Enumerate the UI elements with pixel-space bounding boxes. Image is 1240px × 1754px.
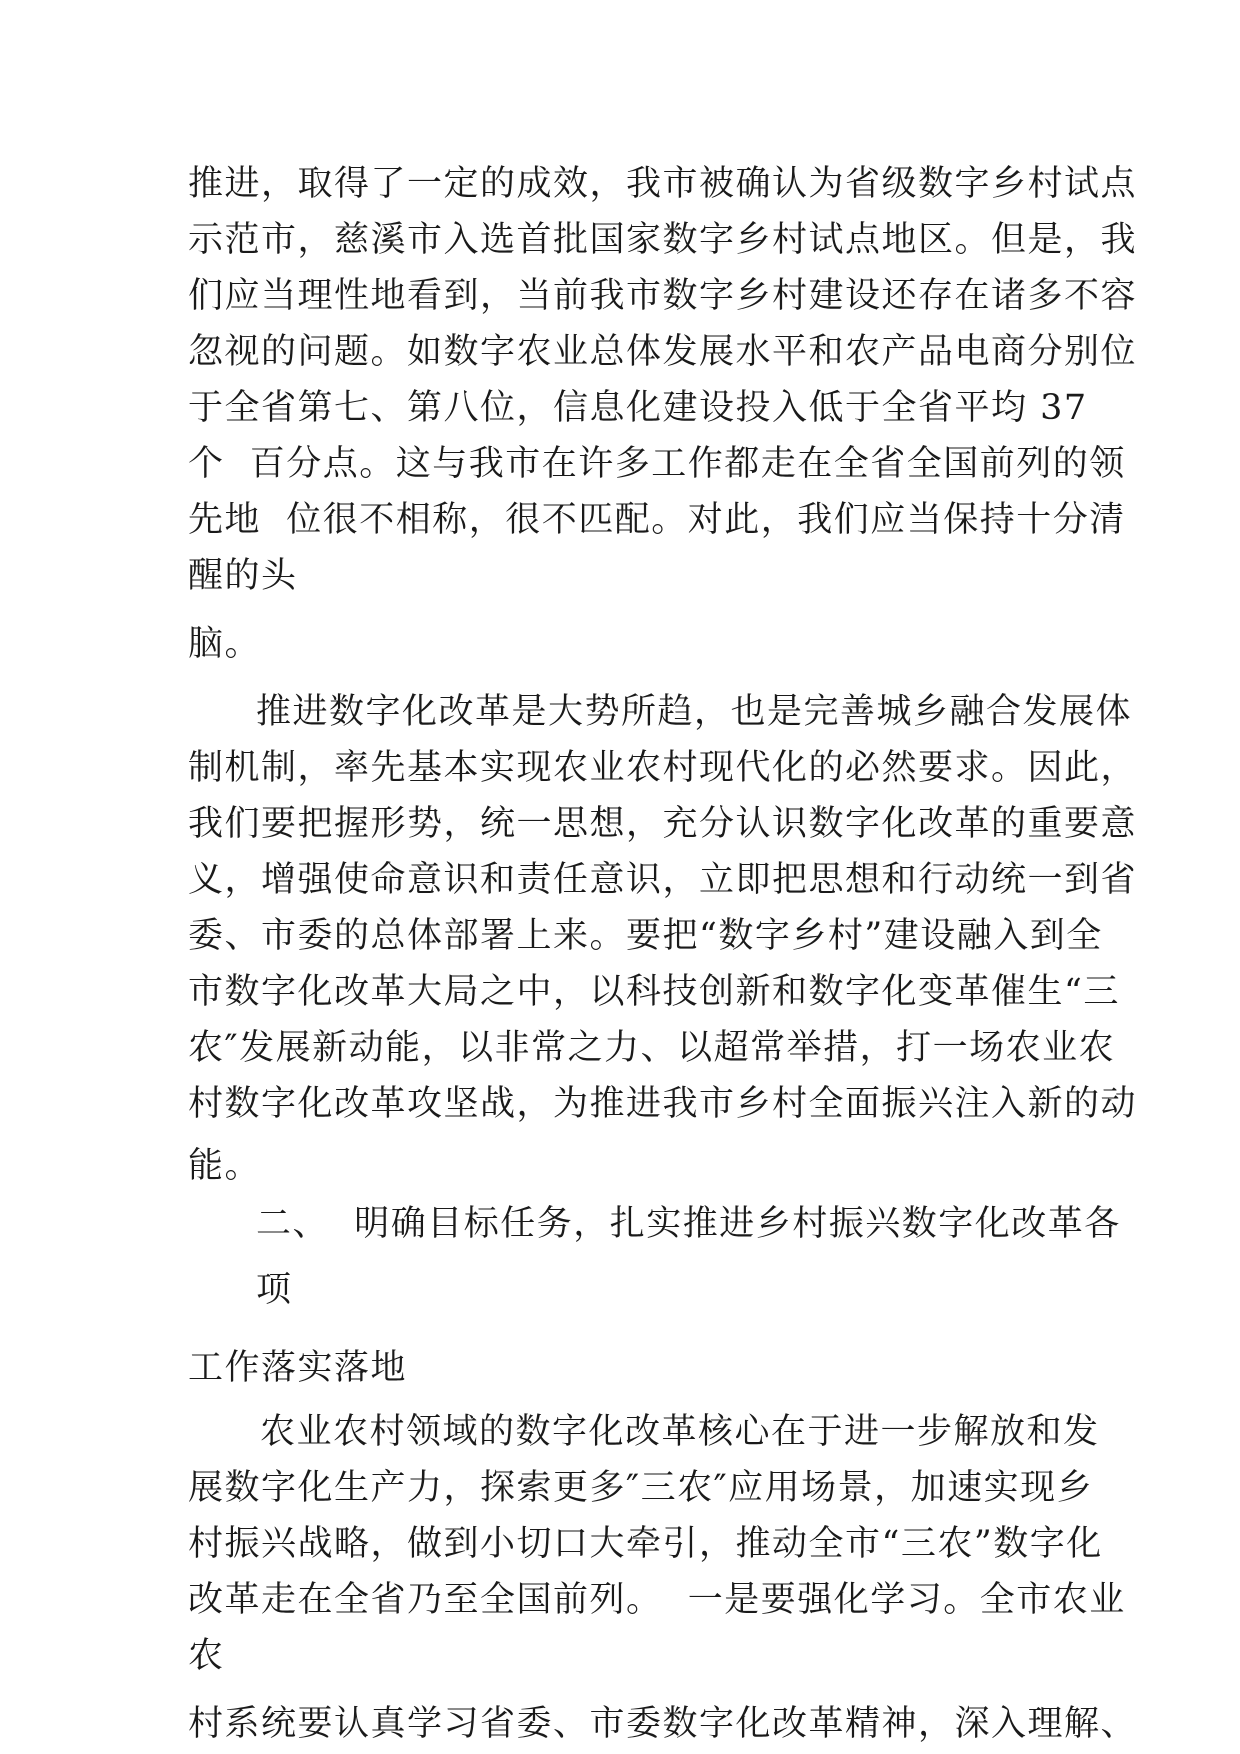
paragraph-first-line: 推进数字化改革是大势所趋，也是完善城乡融合发展体 bbox=[256, 692, 1133, 732]
text-line: 村系统要认真学习省委、市委数字化改革精神，深入理解、 bbox=[188, 1704, 1138, 1744]
section-heading-continued: 项 bbox=[256, 1270, 293, 1310]
text-line: 改革走在全省乃至全国前列。 一是要强化学习。全市农业 bbox=[188, 1580, 1126, 1620]
text-line: 醒的头 bbox=[188, 556, 298, 596]
section-heading-tail: 工作落实落地 bbox=[188, 1348, 408, 1388]
text-line: 脑。 bbox=[188, 624, 262, 664]
text-line: 个 百分点。这与我市在许多工作都走在全省全国前列的领 bbox=[188, 444, 1126, 484]
text-line: 委、市委的总体部署上来。要把“数字乡村”建设融入到全 bbox=[188, 916, 1103, 956]
text-line: 能。 bbox=[188, 1146, 262, 1186]
paragraph-first-line: 农业农村领域的数字化改革核心在于进一步解放和发 bbox=[260, 1412, 1100, 1452]
text-line: 村数字化改革攻坚战，为推进我市乡村全面振兴注入新的动 bbox=[188, 1084, 1138, 1124]
text-line: 示范市，慈溪市入选首批国家数字乡村试点地区。但是，我 bbox=[188, 220, 1138, 260]
section-heading: 二、 明确目标任务，扎实推进乡村振兴数字化改革各 bbox=[256, 1204, 1121, 1244]
text-line: 展数字化生产力，探索更多″三农″应用场景，加速实现乡 bbox=[188, 1468, 1094, 1508]
text-line: 村振兴战略，做到小切口大牵引，推动全市“三农”数字化 bbox=[188, 1524, 1103, 1564]
text-line: 我们要把握形势，统一思想，充分认识数字化改革的重要意 bbox=[188, 804, 1138, 844]
text-line: 农 bbox=[188, 1636, 225, 1676]
text-line: 们应当理性地看到，当前我市数字乡村建设还存在诸多不容 bbox=[188, 276, 1138, 316]
text-line: 先地 位很不相称，很不匹配。对此，我们应当保持十分清 bbox=[188, 500, 1126, 540]
text-line: 制机制，率先基本实现农业农村现代化的必然要求。因此， bbox=[188, 748, 1138, 788]
text-line: 农″发展新动能，以非常之力、以超常举措，打一场农业农 bbox=[188, 1028, 1116, 1068]
text-line: 于全省第七、第八位，信息化建设投入低于全省平均 37 bbox=[188, 388, 1088, 428]
text-line: 忽视的问题。如数字农业总体发展水平和农产品电商分别位 bbox=[188, 332, 1138, 372]
text-line: 义，增强使命意识和责任意识，立即把思想和行动统一到省 bbox=[188, 860, 1138, 900]
text-line: 市数字化改革大局之中，以科技创新和数字化变革催生“三 bbox=[188, 972, 1120, 1012]
text-line: 推进，取得了一定的成效，我市被确认为省级数字乡村试点 bbox=[188, 164, 1138, 204]
